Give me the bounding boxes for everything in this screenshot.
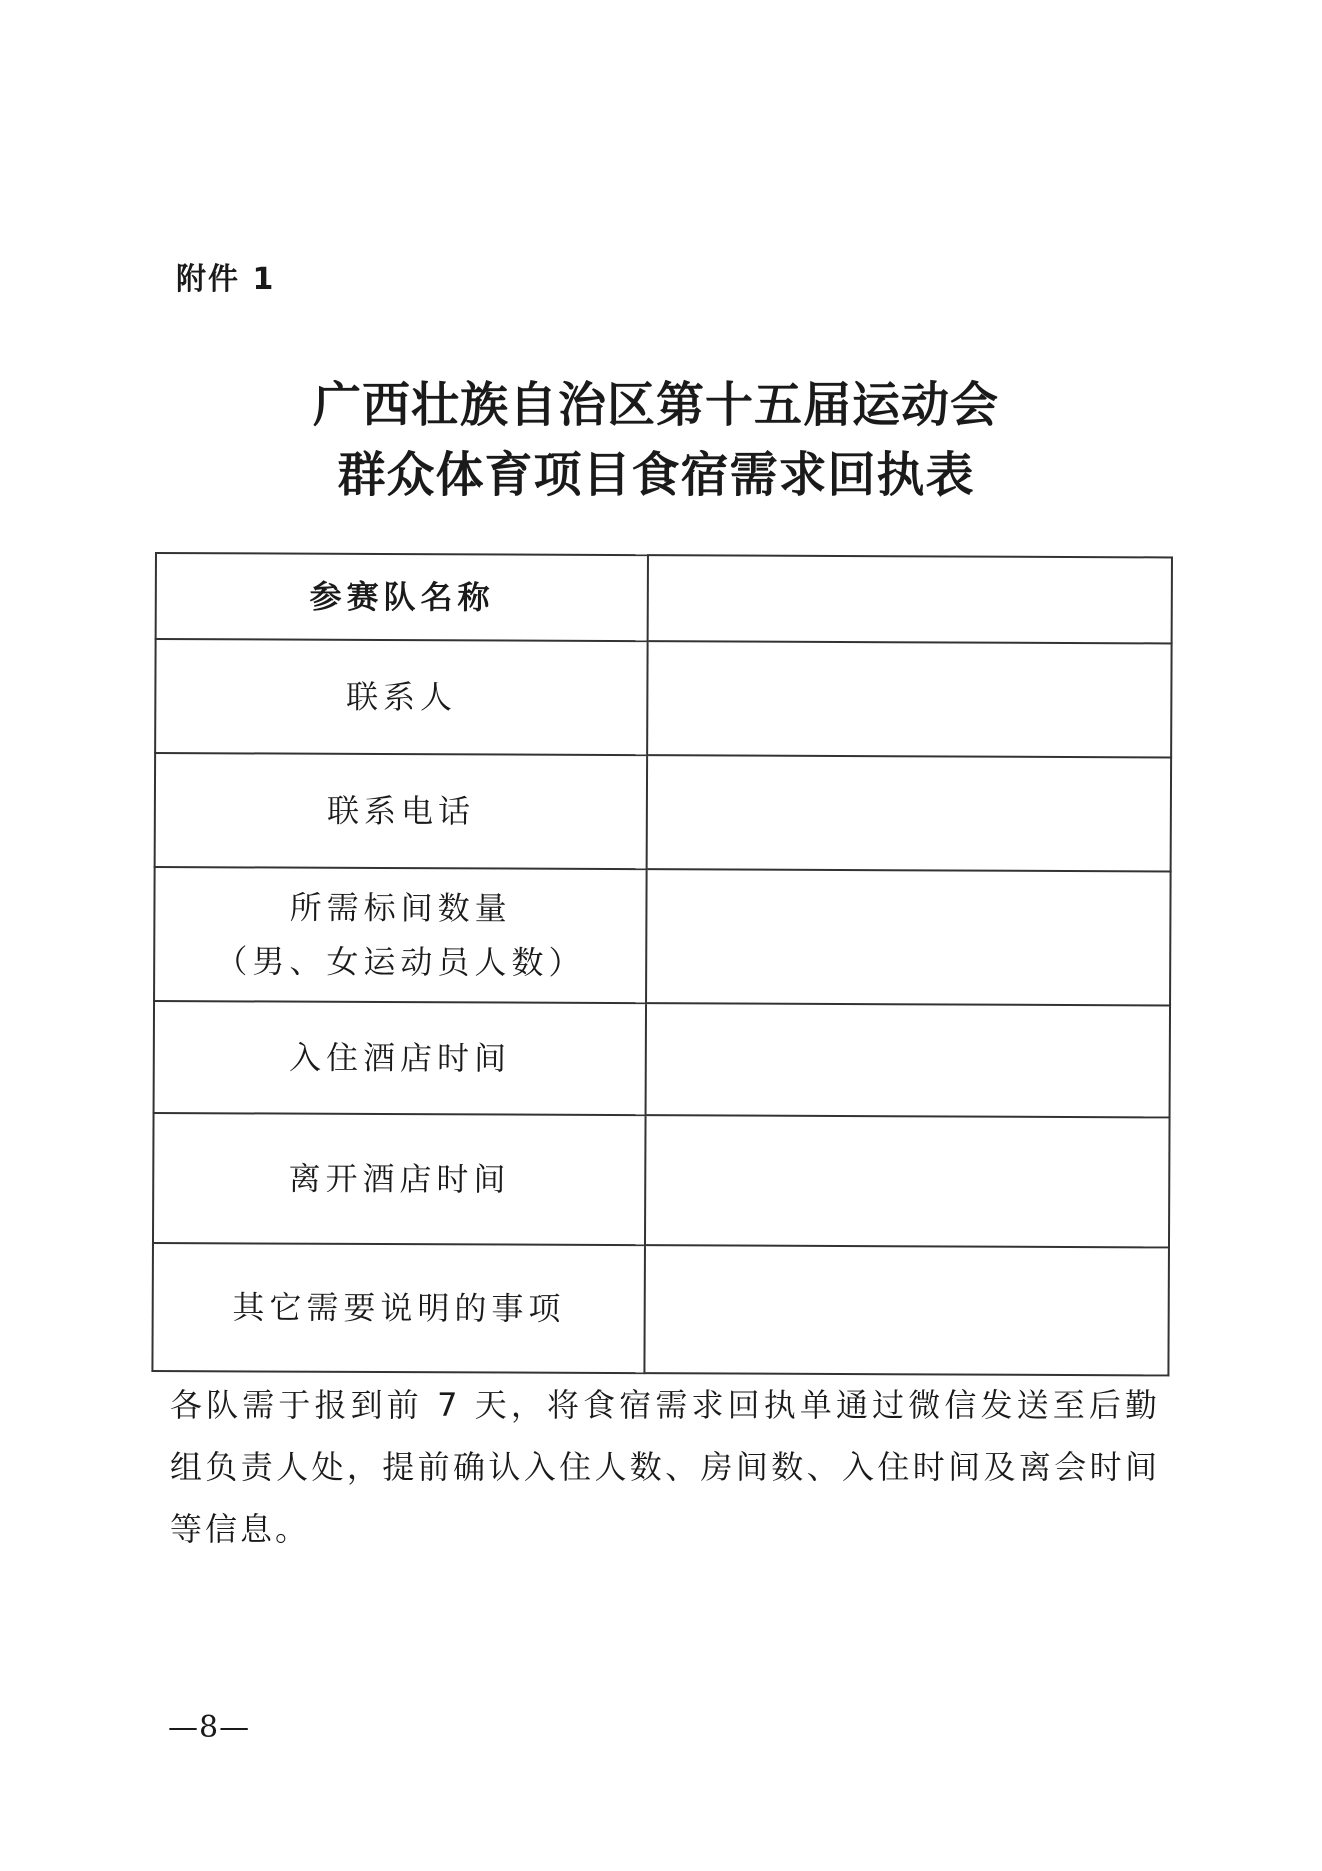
submission-note: 各队需于报到前 7 天，将食宿需求回执单通过微信发送至后勤组负责人处，提前确认入住人数、房间数、入住时间及离会时间等信息。 (170, 1386, 1160, 1548)
accommodation-form-table (151, 552, 1173, 1376)
checkout-time-label: 离开酒店时间 (153, 1113, 646, 1245)
contact-phone-value[interactable] (647, 755, 1171, 871)
attachment-label: 附件 1 (176, 262, 276, 297)
form-row-room-count (154, 867, 1171, 1005)
form-row-checkout-time (153, 1113, 1170, 1247)
title-line-1: 广西壮族自治区第十五届运动会 (312, 377, 999, 433)
room-count-label-cell (154, 867, 647, 1003)
contact-phone-label: 联系电话 (155, 753, 648, 869)
form-row-contact-phone (155, 753, 1171, 871)
team-name-label: 参赛队名称 (156, 553, 649, 641)
team-name-value[interactable] (648, 555, 1172, 643)
other-notes-label: 其它需要说明的事项 (152, 1243, 645, 1373)
form-row-other-notes (152, 1243, 1169, 1375)
room-count-value[interactable] (647, 869, 1171, 1005)
form-row-team-name (156, 553, 1172, 643)
contact-person-label: 联系人 (155, 639, 648, 755)
checkout-time-value[interactable] (645, 1115, 1169, 1247)
page-number: —8— (168, 1710, 251, 1745)
form-row-checkin-time (154, 1001, 1170, 1117)
contact-person-value[interactable] (648, 641, 1172, 757)
room-count-sublabel: （男、女运动员人数） (215, 942, 586, 982)
other-notes-value[interactable] (645, 1245, 1169, 1375)
title-line-2: 群众体育项目食宿需求回执表 (337, 447, 975, 503)
room-count-label: 所需标间数量 (289, 888, 512, 928)
checkin-time-value[interactable] (646, 1003, 1170, 1117)
checkin-time-label: 入住酒店时间 (154, 1001, 647, 1115)
form-row-contact-person (155, 639, 1171, 757)
